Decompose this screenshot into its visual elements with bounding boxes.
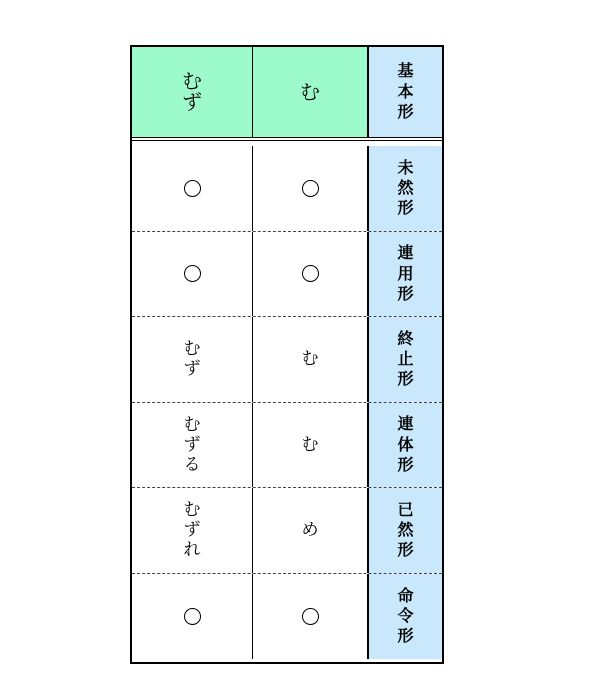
header-cell-base-form <box>369 47 442 137</box>
header-row <box>132 47 442 141</box>
mu-cell <box>253 317 369 402</box>
muzu-char: れ <box>183 540 201 561</box>
header-cell-mu <box>253 47 369 137</box>
muzu-cell <box>132 574 253 660</box>
circle-icon <box>184 265 201 282</box>
mu-char: む <box>301 434 319 455</box>
mu-text <box>300 349 320 369</box>
mu-cell <box>253 488 369 573</box>
mu-text <box>300 435 320 455</box>
muzu-cell <box>132 488 253 573</box>
form-label-text <box>396 500 415 561</box>
muzu-cell <box>132 146 253 231</box>
form-label-char: 連 <box>397 243 414 263</box>
form-label-cell <box>369 488 442 573</box>
muzu-char: む <box>183 500 201 521</box>
header-mu-text <box>298 79 322 104</box>
form-label-char: 形 <box>397 283 414 303</box>
header-muzu-text-char: む <box>182 69 202 93</box>
form-label-char: 命 <box>397 585 414 605</box>
muzu-text <box>182 339 202 379</box>
form-label-cell <box>369 146 442 231</box>
mu-text <box>300 520 320 540</box>
muzu-char: む <box>183 339 201 360</box>
form-label-char: 形 <box>397 454 414 474</box>
muzu-char: ず <box>183 520 201 541</box>
form-label-char: 未 <box>397 157 414 177</box>
circle-icon <box>302 265 319 282</box>
form-label-char: 令 <box>397 606 414 626</box>
form-label-text <box>396 158 415 219</box>
form-label-char: 然 <box>397 520 414 540</box>
muzu-char: ず <box>183 359 201 380</box>
header-muzu-text-char: ず <box>182 90 202 114</box>
form-label-char: 已 <box>397 499 414 519</box>
form-label-char: 形 <box>397 198 414 218</box>
header-base-form-text <box>396 61 415 122</box>
header-muzu-text <box>180 71 204 113</box>
form-label-char: 形 <box>397 626 414 646</box>
form-label-char: 用 <box>397 263 414 283</box>
mu-cell <box>253 403 369 488</box>
form-label-cell <box>369 403 442 488</box>
form-label-char: 然 <box>397 178 414 198</box>
muzu-char: ず <box>183 434 201 455</box>
muzu-text <box>182 415 202 475</box>
circle-icon <box>302 608 319 625</box>
form-label-text <box>396 329 415 390</box>
table-row <box>132 146 442 232</box>
circle-icon <box>184 180 201 197</box>
table-row <box>132 317 442 403</box>
muzu-cell <box>132 317 253 402</box>
form-label-cell <box>369 232 442 317</box>
form-label-char: 形 <box>397 369 414 389</box>
table-row <box>132 574 442 660</box>
form-label-char: 形 <box>397 540 414 560</box>
form-label-text <box>396 414 415 475</box>
header-base-form-text-char: 形 <box>397 102 414 122</box>
muzu-cell <box>132 232 253 317</box>
form-label-text <box>396 586 415 647</box>
form-label-cell <box>369 574 442 660</box>
muzu-char: む <box>183 414 201 435</box>
form-label-char: 連 <box>397 414 414 434</box>
table-row <box>132 488 442 574</box>
circle-icon <box>184 608 201 625</box>
mu-cell <box>253 232 369 317</box>
muzu-char: る <box>183 454 201 475</box>
form-label-char: 体 <box>397 434 414 454</box>
circle-icon <box>302 180 319 197</box>
mu-char: め <box>301 520 319 541</box>
form-label-text <box>396 243 415 304</box>
header-mu-text-char: む <box>300 79 320 104</box>
conjugation-table <box>130 45 444 664</box>
header-cell-muzu <box>132 47 253 137</box>
mu-char: む <box>301 349 319 370</box>
form-label-cell <box>369 317 442 402</box>
header-base-form-text-char: 基 <box>397 61 414 81</box>
mu-cell <box>253 574 369 660</box>
form-label-char: 止 <box>397 349 414 369</box>
form-label-char: 終 <box>397 328 414 348</box>
table-row <box>132 403 442 489</box>
mu-cell <box>253 146 369 231</box>
muzu-cell <box>132 403 253 488</box>
muzu-text <box>182 500 202 560</box>
header-base-form-text-char: 本 <box>397 81 414 101</box>
table-row <box>132 232 442 318</box>
